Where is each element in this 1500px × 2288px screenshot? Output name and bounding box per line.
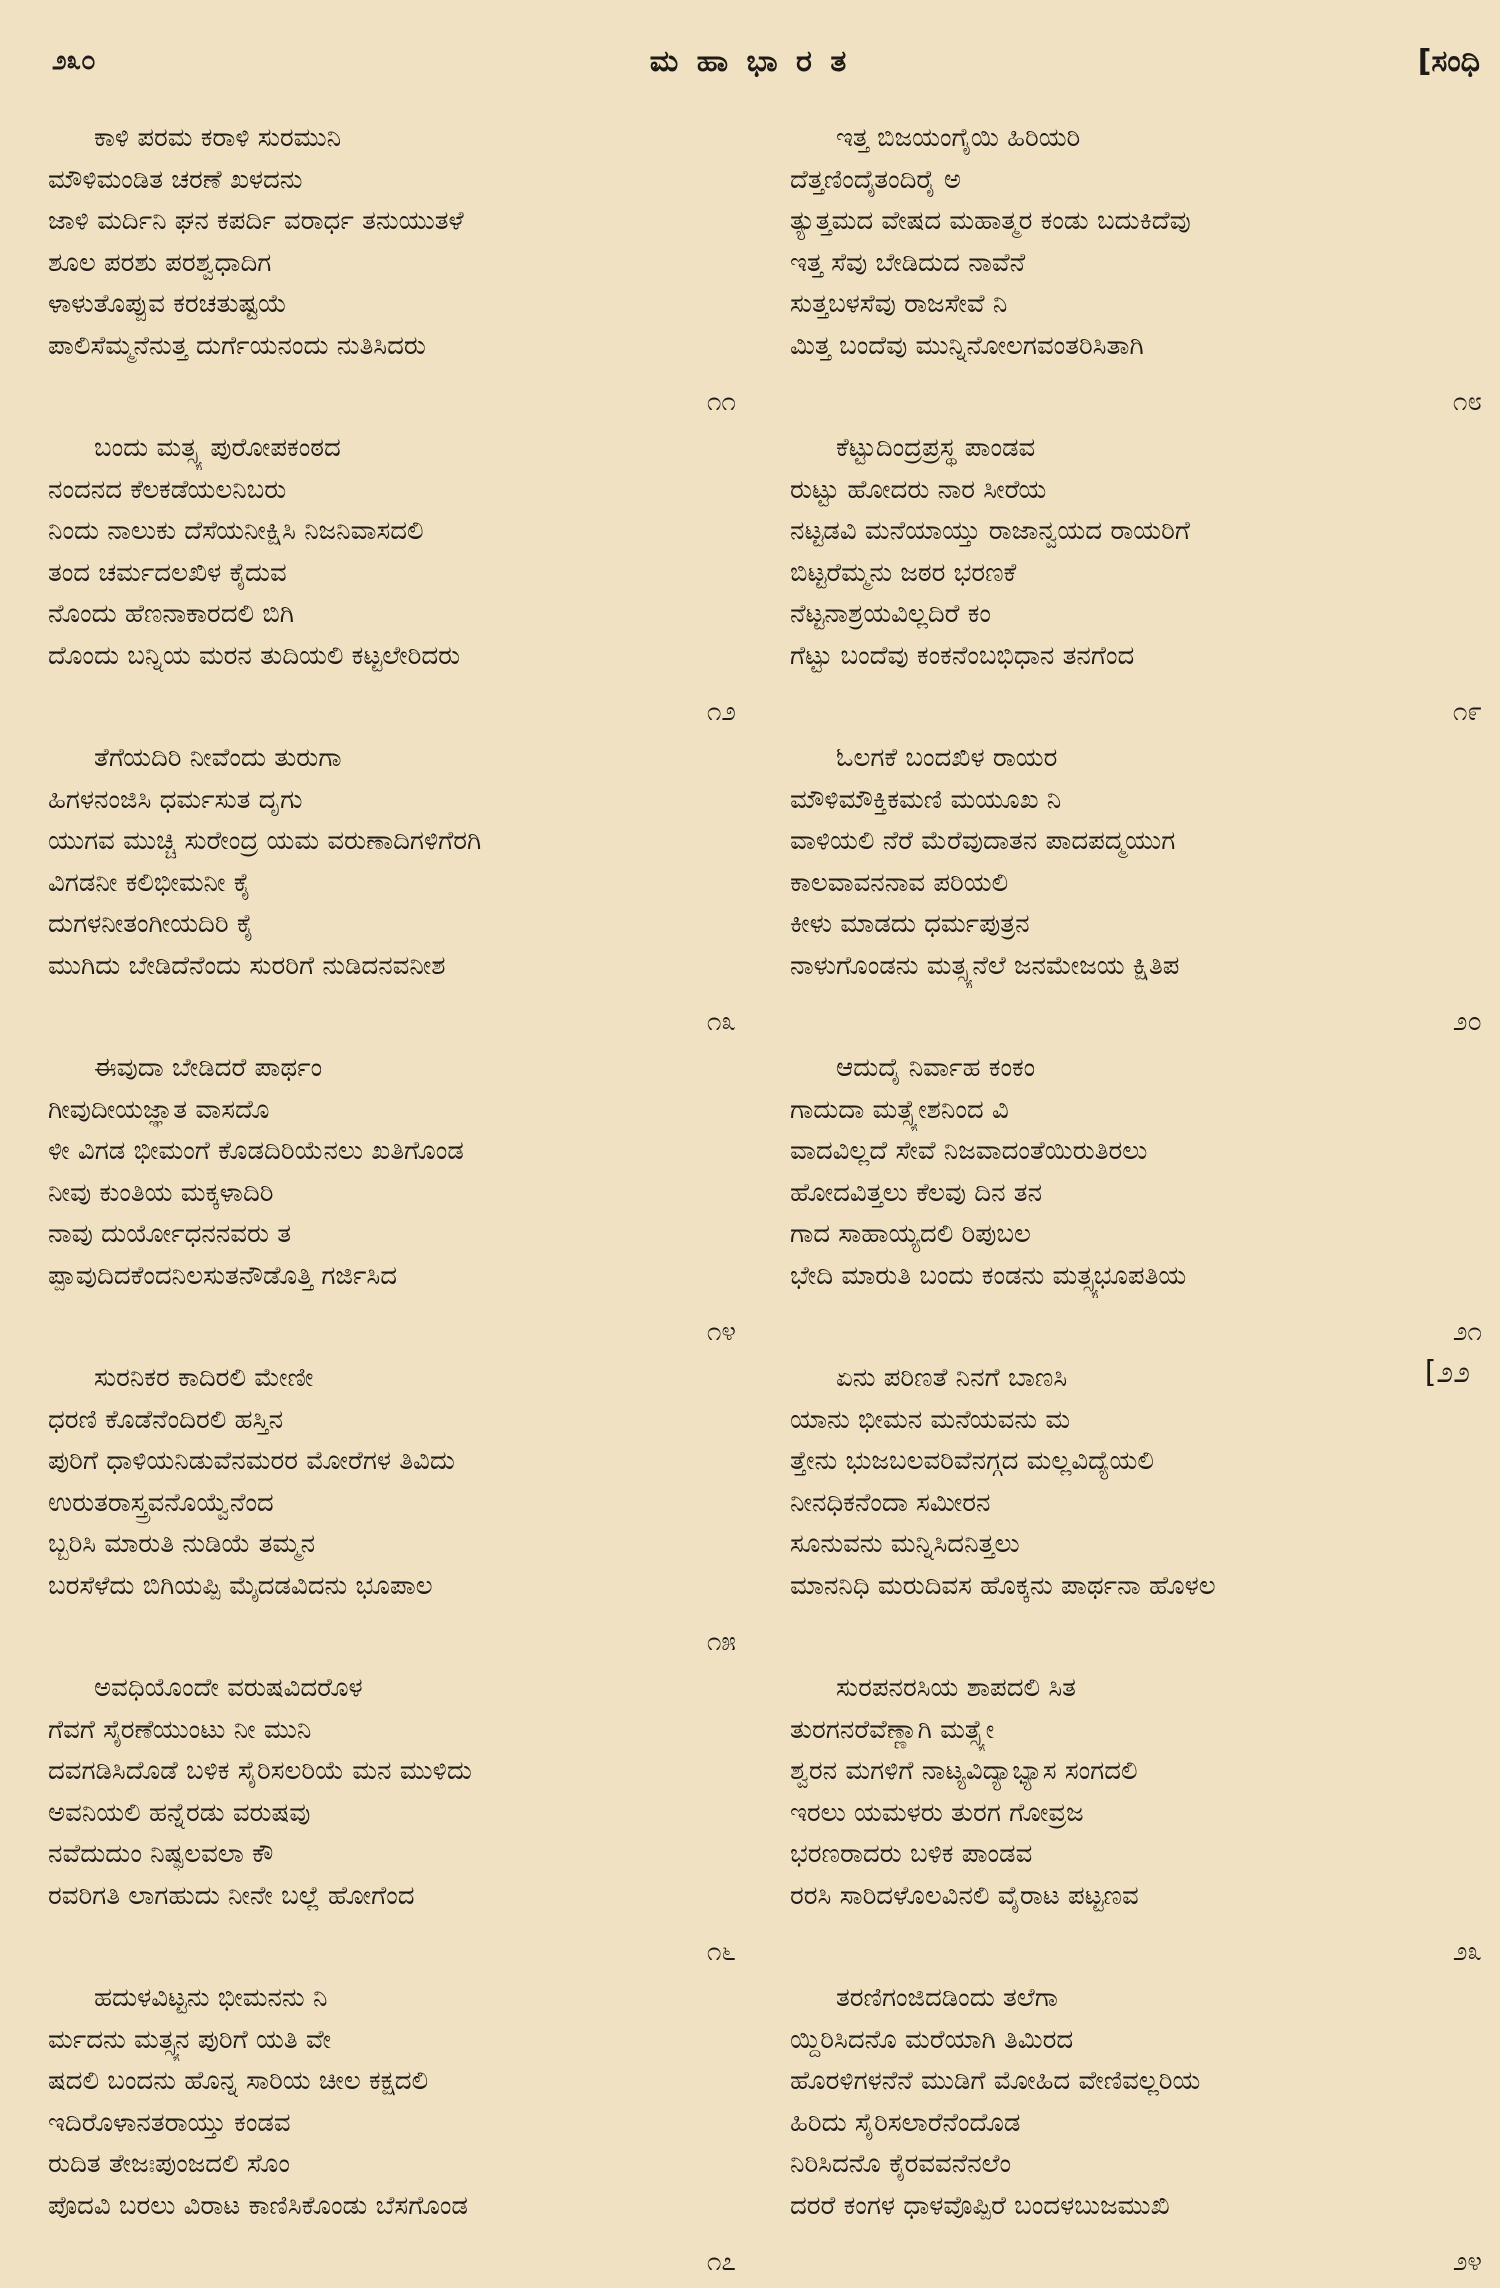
verse-line: ಳಾಳುತೊಪ್ಪುವ ಕರಚತುಷ್ಟಯೆ xyxy=(48,289,287,320)
verse-line: ರ್ಮದನು ಮತ್ಸ್ಯನ ಪುರಿಗೆ ಯತಿ ವೇ xyxy=(48,2024,332,2055)
stanza xyxy=(48,428,736,738)
verse-line: ಓಲಗಕೆ ಬಂದಖಿಳ ರಾಯರ xyxy=(836,743,1058,773)
verse-number: ೨೩ xyxy=(1452,1937,1482,1968)
verse-line: ಗೆವಗೆ ಸೈರಣೆಯುಂಟು ನೀ ಮುನಿ xyxy=(48,1714,312,1745)
verse-line: ತುರಗನರೆವೆಣ್ಣಾಗಿ ಮತ್ಸ್ಯೇ xyxy=(790,1714,995,1745)
verse-line: ಕೆಟ್ಟುದಿಂದ್ರಪ್ರಸ್ಥ ಪಾಂಡವ xyxy=(836,433,1036,463)
verse-line: ಶ್ವರನ ಮಗಳಿಗೆ ನಾಟ್ಯವಿದ್ಯಾಭ್ಯಾಸ ಸಂಗದಲಿ xyxy=(790,1756,1138,1787)
verse-line: ಕಾಲವಾವನನಾವ ಪರಿಯಲಿ xyxy=(790,867,1009,898)
verse-line: ನವೆದುದುಂ ನಿಷ್ಫಲವಲಾ ಕೌ xyxy=(48,1839,274,1870)
verse-number: ೧೧ xyxy=(706,387,736,418)
verse-line: ಜಾಳಿ ಮರ್ದಿನಿ ಘನ ಕಪರ್ದಿ ವರಾರ್ಧ ತನುಯುತಳೆ xyxy=(48,206,464,237)
right-column xyxy=(790,118,1480,2288)
verse-line: ವಿಗಡನೀ ಕಲಿಭೀಮನೀ ಕೈ xyxy=(48,867,251,898)
stanza xyxy=(48,1358,736,1668)
verse-line: ನೀವು ಕುಂತಿಯ ಮಕ್ಕಳಾದಿರಿ xyxy=(48,1177,274,1208)
verse-line: ವಾದವಿಲ್ಲದೆ ಸೇವೆ ನಿಜವಾದಂತೆಯಿರುತಿರಲು xyxy=(790,1136,1148,1167)
verse-line: ನೊಂದು ಹೆಣನಾಕಾರದಲಿ ಬಿಗಿ xyxy=(48,599,295,630)
stanza xyxy=(790,1358,1480,1668)
stanza xyxy=(48,738,736,1048)
verse-line: ಯಾನು ಭೀಮನ ಮನೆಯವನು ಮ xyxy=(790,1404,1071,1435)
stanza xyxy=(790,1048,1480,1358)
verse-line: ಅವನಿಯಲಿ ಹನ್ನೆರಡು ವರುಷವು xyxy=(48,1797,311,1828)
stanza xyxy=(790,118,1480,428)
verse-line: ನಟ್ಟಡವಿ ಮನೆಯಾಯ್ತು ರಾಜಾನ್ವಯದ ರಾಯರಿಗೆ xyxy=(790,516,1190,547)
verse-line: ಏನು ಪರಿಣತೆ ನಿನಗೆ ಬಾಣಸಿ xyxy=(836,1363,1068,1393)
verse-line: ಗಾದುದಾ ಮತ್ಸ್ಯೇಶನಿಂದ ವಿ xyxy=(790,1094,1009,1125)
stanza xyxy=(48,118,736,428)
verse-line: ಇತ್ತ ಬಿಜಯಂಗೈಯಿ ಹಿರಿಯರಿ xyxy=(836,123,1081,153)
verse-line: ಗಾದ ಸಾಹಾಯ್ಯದಲಿ ರಿಪುಬಲ xyxy=(790,1219,1031,1250)
verse-line: ಇತ್ತ ಸೆವು ಬೇಡಿದುದ ನಾವೆನೆ xyxy=(790,247,1026,278)
verse-line: ಳೀ ವಿಗಡ ಭೀಮಂಗೆ ಕೊಡದಿರಿಯೆನಲು ಖತಿಗೊಂಡ xyxy=(48,1136,464,1167)
verse-line: ಮೌಳಿಮಂಡಿತ ಚರಣೆ ಖಳದನು xyxy=(48,164,303,195)
stanza xyxy=(790,1668,1480,1978)
verse-number: ೧೨ xyxy=(706,697,736,728)
verse-line: ತೆಗೆಯದಿರಿ ನೀವೆಂದು ತುರುಗಾ xyxy=(94,743,342,773)
verse-line: ವಾಳಿಯಲಿ ನೆರೆ ಮೆರೆವುದಾತನ ಪಾದಪದ್ಮಯುಗ xyxy=(790,826,1176,857)
verse-line: ಭರಣರಾದರು ಬಳಿಕ ಪಾಂಡವ xyxy=(790,1839,1033,1870)
verse-line: ನಿಂದು ನಾಲುಕು ದೆಸೆಯನೀಕ್ಷಿಸಿ ನಿಜನಿವಾಸದಲಿ xyxy=(48,516,424,547)
page-title: ಮ ಹಾ ಭಾ ರ ತ xyxy=(649,44,851,79)
verse-line: ಸುರಪನರಸಿಯ ಶಾಪದಲಿ ಸಿತ xyxy=(836,1673,1076,1703)
verse-line: ಪುರಿಗೆ ಧಾಳಿಯನಿಡುವೆನಮರರ ಮೋರೆಗಳ ತಿವಿದು xyxy=(48,1446,455,1477)
verse-number: ೧೪ xyxy=(706,1317,736,1348)
verse-line: ಆದುದೈ ನಿರ್ವಾಹ ಕಂಕಂ xyxy=(836,1053,1036,1083)
section-label: [ಸಂಧಿ xyxy=(1417,44,1480,79)
verse-line: ದುಗಳನೀತಂಗೀಯದಿರಿ ಕೈ xyxy=(48,909,254,940)
verse-line: ನಿರಿಸಿದನೊ ಕೈರವವನೆನಲೆಂ xyxy=(790,2149,1012,2180)
verse-line: ರರಸಿ ಸಾರಿದಳೊಲವಿನಲಿ ವೈರಾಟ ಪಟ್ಟಣವ xyxy=(790,1880,1139,1911)
verse-line: ನಾಳುಗೊಂಡನು ಮತ್ಸ್ಯನೆಲೆ ಜನಮೇಜಯ ಕ್ಷಿತಿಪ xyxy=(790,950,1180,981)
verse-line: ರವರಿಗತಿ ಲಾಗಹುದು ನೀನೇ ಬಲ್ಲೆ ಹೋಗೆಂದ xyxy=(48,1880,415,1911)
verse-line: ದರರೆ ಕಂಗಳ ಧಾಳವೊಪ್ಪಿರೆ ಬಂದಳಬುಜಮುಖಿ xyxy=(790,2190,1170,2221)
verse-line: ನಂದನದ ಕೆಲಕಡೆಯಲನಿಬರು xyxy=(48,474,287,505)
verse-number: ೨೦ xyxy=(1452,1007,1482,1038)
verse-line: ರುದಿತ ತೇಜಃಪುಂಜದಲಿ ಸೊಂ xyxy=(48,2149,290,2180)
verse-line: ಹಿಗಳನಂಜಿಸಿ ಧರ್ಮಸುತ ದೃಗು xyxy=(48,784,303,815)
stanza xyxy=(48,1978,736,2288)
verse-number: ೨೧ xyxy=(1452,1317,1482,1348)
verse-line: ಹೋದವಿತ್ತಲು ಕೆಲವು ದಿನ ತನ xyxy=(790,1177,1043,1208)
verse-line: ಷದಲಿ ಬಂದನು ಹೊನ್ನ ಸಾರಿಯ ಚೀಲ ಕಕ್ಷದಲಿ xyxy=(48,2066,429,2097)
verse-line: ತ್ತೇನು ಭುಜಬಲವರಿವೆನಗ್ಗದ ಮಲ್ಲವಿದ್ಯೆಯಲಿ xyxy=(790,1446,1154,1477)
verse-line: ಮಾನನಿಧಿ ಮರುದಿವಸ ಹೊಕ್ಕನು ಪಾರ್ಥನಾ ಹೊಳಲ xyxy=(790,1570,1216,1601)
verse-line: ಭೇದಿ ಮಾರುತಿ ಬಂದು ಕಂಡನು ಮತ್ಸ್ಯಭೂಪತಿಯ xyxy=(790,1260,1187,1291)
verse-line: ದವಗಡಿಸಿದೊಡೆ ಬಳಿಕ ಸೈರಿಸಲರಿಯೆ ಮನ ಮುಳಿದು xyxy=(48,1756,472,1787)
verse-line: ತರಣಿಗಂಜಿದಡಿಂದು ತಲೆಗಾ xyxy=(836,1983,1058,2013)
stanza xyxy=(790,738,1480,1048)
verse-line: ಬರಸೆಳೆದು ಬಿಗಿಯಪ್ಪಿ ಮೈದಡವಿದನು ಭೂಪಾಲ xyxy=(48,1570,433,1601)
verse-number: ೨೪ xyxy=(1452,2247,1482,2278)
verse-line: ಬ್ಬರಿಸಿ ಮಾರುತಿ ನುಡಿಯೆ ತಮ್ಮನ xyxy=(48,1529,316,1560)
verse-number: ೧೬ xyxy=(706,1937,736,1968)
verse-line: ಯ್ದಿರಿಸಿದನೊ ಮರೆಯಾಗಿ ತಿಮಿರದ xyxy=(790,2024,1074,2055)
verse-line: ತಂದ ಚರ್ಮದಲಖಿಳ ಕೈದುವ xyxy=(48,557,287,588)
verse-line: ಪಾಲಿಸೆಮ್ಮನೆನುತ್ತ ದುರ್ಗೆಯನಂದು ನುತಿಸಿದರು xyxy=(48,330,426,361)
verse-number: ೧೫ xyxy=(706,1627,736,1658)
verse-line: ಧರಣಿ ಕೊಡೆನೆಂದಿರಲಿ ಹಸ್ತಿನ xyxy=(48,1404,284,1435)
verse-line: ರುಟ್ಟು ಹೋದರು ನಾರ ಸೀರೆಯ xyxy=(790,474,1047,505)
verse-line: ಪ್ಪಾವುದಿದಕೆಂದನಿಲಸುತನೌಡೊತ್ತಿ ಗರ್ಜಿಸಿದ xyxy=(48,1260,398,1291)
verse-line: ಹೊರಳಿಗಳನೆನೆ ಮುಡಿಗೆ ಮೋಹಿದ ವೇಣಿವಲ್ಲರಿಯ xyxy=(790,2066,1201,2097)
stanza xyxy=(790,1978,1480,2288)
verse-line: ಇದಿರೊಳಾನತರಾಯ್ತು ಕಂಡವ xyxy=(48,2107,291,2138)
stanza xyxy=(48,1048,736,1358)
verse-line: ಸುತ್ತಬಳಸೆವು ರಾಜಸೇವೆ ನಿ xyxy=(790,289,1008,320)
verse-line: ಇರಲು ಯಮಳರು ತುರಗ ಗೋವ್ರಜ xyxy=(790,1797,1084,1828)
verse-line: ಕೀಳು ಮಾಡದು ಧರ್ಮಪುತ್ರನ xyxy=(790,909,1030,940)
verse-line: ಹದುಳವಿಟ್ಟನು ಭೀಮನನು ನಿ xyxy=(94,1983,328,2013)
verse-line: ನೆಟ್ಟನಾಶ್ರಯವಿಲ್ಲದಿರೆ ಕಂ xyxy=(790,599,991,630)
verse-line: ಹಿರಿದು ಸೈರಿಸಲಾರೆನೆಂದೊಡ xyxy=(790,2107,1021,2138)
verse-line: ಗೀವುದೀಯಜ್ಞಾತ ವಾಸದೊ xyxy=(48,1094,270,1125)
verse-line: ಯುಗವ ಮುಚ್ಚಿ ಸುರೇಂದ್ರ ಯಮ ವರುಣಾದಿಗಳಿಗೆರಗಿ xyxy=(48,826,482,857)
verse-line: ನಾವು ದುರ್ಯೋಧನನವರು ತ xyxy=(48,1219,292,1250)
verse-line: ಕಾಳಿ ಪರಮ ಕರಾಳಿ ಸುರಮುನಿ xyxy=(94,123,342,153)
verse-line: ಸೂನುವನು ಮನ್ನಿಸಿದನಿತ್ತಲು xyxy=(790,1529,1020,1560)
verse-number: ೧೩ xyxy=(706,1007,736,1038)
verse-line: ಉರುತರಾಸ್ತ್ರವನೊಯ್ವೆನೆಂದ xyxy=(48,1487,274,1518)
verse-number: ೧೭ xyxy=(706,2247,736,2278)
verse-line: ಮೌಳಿಮೌಕ್ತಿಕಮಣಿ ಮಯೂಖ ನಿ xyxy=(790,784,1062,815)
stanza xyxy=(48,1668,736,1978)
verse-line: ತ್ಯುತ್ತಮದ ವೇಷದ ಮಹಾತ್ಮರ ಕಂಡು ಬದುಕಿದೆವು xyxy=(790,206,1191,237)
verse-line: ಮುಗಿದು ಬೇಡಿದೆನೆಂದು ಸುರರಿಗೆ ನುಡಿದನವನೀಶ xyxy=(48,950,446,981)
verse-line: ಈವುದಾ ಬೇಡಿದರೆ ಪಾರ್ಥಂ xyxy=(94,1053,323,1083)
verse-number: ೧೯ xyxy=(1452,697,1482,728)
verse-line: ನೀನಧಿಕನೆಂದಾ ಸಮೀರನ xyxy=(790,1487,991,1518)
verse-line: ಶೂಲ ಪರಶು ಪರಶ್ವಧಾದಿಗ xyxy=(48,247,272,278)
margin-verse-number: [೨೨ xyxy=(1424,1355,1470,1390)
verse-line: ಸುರನಿಕರ ಕಾದಿರಲಿ ಮೇಣೀ xyxy=(94,1363,314,1393)
verse-line: ದೊಂದು ಬನ್ನಿಯ ಮರನ ತುದಿಯಲಿ ಕಟ್ಟಲೇರಿದರು xyxy=(48,640,461,671)
verse-line: ದೆತ್ತಣಿಂದೈತಂದಿರೈ ಅ xyxy=(790,164,961,195)
verse-line: ಪೊದವಿ ಬರಲು ವಿರಾಟ ಕಾಣಿಸಿಕೊಂಡು ಬೆಸಗೊಂಡ xyxy=(48,2190,468,2221)
left-column xyxy=(48,118,736,2288)
verse-line: ಬಂದು ಮತ್ಸ್ಯ ಪುರೋಪಕಂಠದ xyxy=(94,433,341,463)
stanza xyxy=(790,428,1480,738)
verse-line: ಅವಧಿಯೊಂದೇ ವರುಷವಿದರೊಳ xyxy=(94,1673,363,1703)
verse-line: ಮಿತ್ತ ಬಂದೆವು ಮುನ್ನಿನೋಲಗವಂತರಿಸಿತಾಗಿ xyxy=(790,330,1144,361)
verse-line: ಬಿಟ್ಟರೆಮ್ಮನು ಜಠರ ಭರಣಕೆ xyxy=(790,557,1017,588)
verse-line: ಗೆಟ್ಟು ಬಂದೆವು ಕಂಕನೆಂಬಭಿಧಾನ ತನಗೆಂದ xyxy=(790,640,1135,671)
verse-number: ೧೮ xyxy=(1452,387,1482,418)
page-number: ೨೩೦ xyxy=(52,46,96,76)
